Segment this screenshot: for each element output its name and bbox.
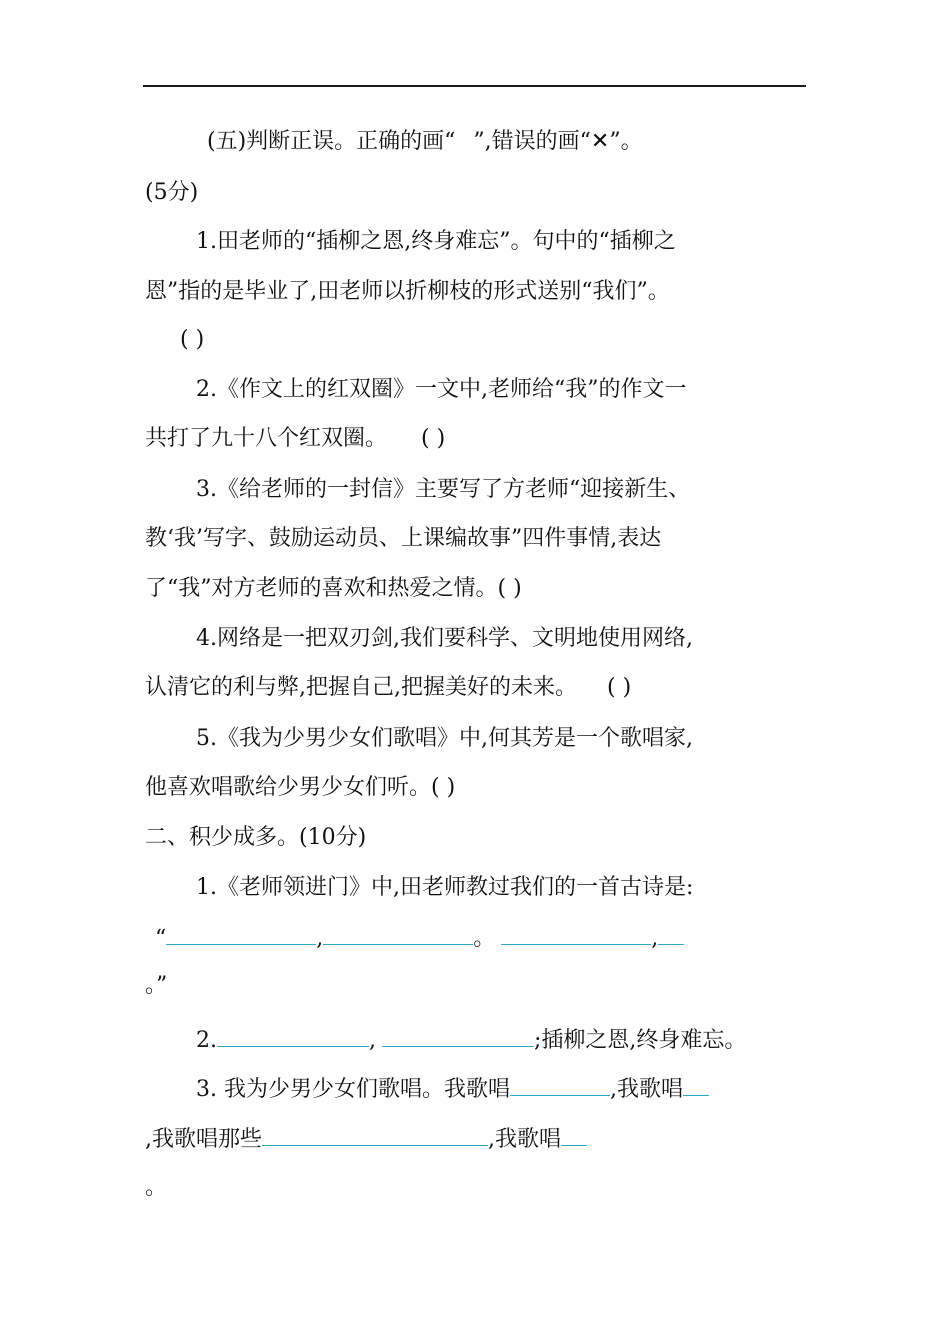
section5-title	[207, 127, 643, 157]
section5-title-part-b: ”,错误的画“	[473, 129, 591, 154]
fill-3-blank-1[interactable]	[510, 1073, 610, 1096]
fill-3-end: 。	[145, 1175, 168, 1200]
fill-1-open-quote: “	[155, 926, 167, 951]
fill-2-tail: ;插柳之恩,终身难忘。	[534, 1028, 747, 1053]
section2-title: 二、积少成多。(10分)	[145, 825, 367, 850]
judgment-2-text: 共打了九十八个红双圈。	[145, 426, 388, 451]
fill-1-line-1: 1.《老师领进门》中,田老师教过我们的一首古诗是:	[196, 875, 694, 900]
section5-title-part-a: (五)判断正误。正确的画“	[207, 129, 456, 154]
fill-1-blank-1[interactable]	[166, 922, 316, 945]
judgment-2-answer-paren[interactable]: ( )	[421, 426, 446, 451]
section5-score: (5分)	[145, 180, 199, 205]
fill-1-line-2: “ , 。 ,	[155, 922, 684, 954]
judgment-4-line-2	[145, 673, 631, 703]
judgment-5-line-1: 5.《我为少男少女们歌唱》中,何其芳是一个歌唱家,	[196, 726, 693, 751]
fill-2-blank-1[interactable]	[217, 1024, 369, 1047]
fill-3-line-2: ,我歌唱那些 ,我歌唱	[145, 1123, 587, 1155]
fill-2-blank-2[interactable]	[382, 1024, 534, 1047]
judgment-5-line-2	[145, 773, 455, 803]
fill-1-blank-3[interactable]	[501, 922, 651, 945]
judgment-2-line-1: 2.《作文上的红双圈》一文中,老师给“我”的作文一	[196, 377, 687, 402]
top-rule	[143, 85, 806, 87]
fill-2-line: 2. , ;插柳之恩,终身难忘。	[196, 1024, 746, 1056]
judgment-3-line-2: 教‘我’写字、鼓励运动员、上课编故事”四件事情,表达	[145, 526, 662, 551]
fill-1-blank-4[interactable]	[658, 922, 684, 945]
section5-title-part-c: ”。	[609, 129, 643, 154]
judgment-3-text: 了“我”对方老师的喜欢和热爱之情。	[145, 576, 498, 601]
fill-3-blank-3[interactable]	[262, 1123, 488, 1146]
judgment-1-line-2: 恩”指的是毕业了,田老师以折柳枝的形式送别“我们”。	[145, 279, 670, 304]
judgment-4-answer-paren[interactable]: ( )	[607, 675, 632, 700]
judgment-4-line-1: 4.网络是一把双刃剑,我们要科学、文明地使用网络,	[196, 626, 693, 651]
fill-3-blank-2[interactable]	[683, 1073, 709, 1096]
judgment-5-answer-paren[interactable]: ( )	[431, 775, 456, 800]
judgment-2-line-2	[145, 424, 445, 454]
judgment-3-line-1: 3.《给老师的一封信》主要写了方老师“迎接新生、	[196, 477, 691, 502]
judgment-1-line-1: 1.田老师的“插柳之恩,终身难忘”。句中的“插柳之	[196, 229, 676, 254]
fill-1-end: 。”	[145, 973, 168, 998]
judgment-3-answer-paren[interactable]: ( )	[497, 576, 522, 601]
judgment-1-answer-paren[interactable]: ( )	[180, 327, 205, 352]
fill-1-blank-2[interactable]	[323, 922, 473, 945]
cross-icon: ✕	[590, 129, 610, 154]
judgment-5-text: 他喜欢唱歌给少男少女们听。	[145, 775, 432, 800]
judgment-3-line-3	[145, 574, 522, 604]
fill-3-line-1: 3. 我为少男少女们歌唱。我歌唱 ,我歌唱	[196, 1073, 709, 1105]
fill-3-blank-4[interactable]	[561, 1123, 587, 1146]
judgment-4-text: 认清它的利与弊,把握自己,把握美好的未来。	[145, 675, 577, 700]
